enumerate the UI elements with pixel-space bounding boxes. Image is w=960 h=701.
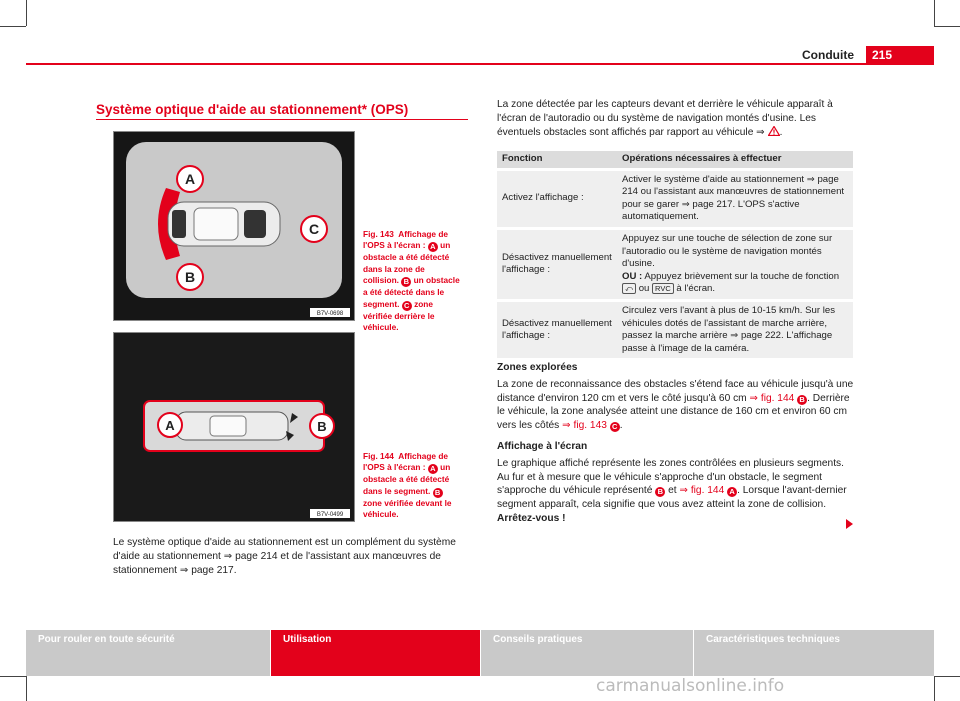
left-para-ref-2[interactable]: ⇒ page 217. [179,564,237,576]
crop-mark [26,0,27,26]
fig144-caption-t2: un obstacle a été détecté dans le segment. [363,462,451,496]
intro-paragraph-left [113,536,467,577]
fig144-label-b: B [317,419,327,434]
table-cell-operation [617,228,853,300]
left-para-text-1: Le système optique d'aide au stationnement est un complément du système d'aide au stationnement [113,537,456,562]
display-text-3: . Lorsque l'avant-dernier segment apparaît, cela signifie que vous avez atteint la zone de collision. [497,485,847,511]
fig143-code: B7V-0698 [316,311,344,317]
fig144-label-a: A [165,418,175,433]
fig143-caption-t1: Affichage de l'OPS à l'écran : [363,229,449,251]
table-cell-operation-b: Appuyez brièvement sur la touche de fonction [644,270,840,282]
zones-ref-fig144[interactable]: ⇒ fig. 144 [749,392,795,404]
table-cell-operation-end: à l'écran. [676,283,716,295]
left-para-text-2: et de l'assistant aux manœuvres de stationnement [113,550,441,576]
display-paragraph [497,457,855,526]
zones-label-c: C [610,422,620,432]
footer-tab-safety[interactable]: Pour rouler en toute sécurité [26,630,270,676]
display-section [497,440,855,526]
intro-paragraph-right [497,98,855,139]
display-text-1: Le graphique affiché représente les zones contrôlées en plusieurs segments. Au fur et à mesure que le véhicule s'approche d'un obstacle, le segment s'approche du véhicule représenté [497,457,844,497]
display-label-b: B [655,487,665,497]
footer-tab-technical-specs[interactable]: Caractéristiques techniques [694,630,934,676]
display-text-2: et [668,485,677,497]
fig143-caption-t4: zone vérifiée derrière le véhicule. [363,298,435,333]
fig144-code: B7V-0499 [316,512,344,518]
section-rule [96,119,468,120]
ops-rear-illustration [114,132,354,320]
fig144-caption-t3: zone vérifiée devant le véhicule. [363,497,452,520]
page-number: 215 [872,48,893,62]
table-row [497,169,853,228]
zones-text-2: . Derrière le véhicule, la zone analysée atteint une distance de 160 cm et environ 60 cm vers les côtés [497,392,850,432]
fig143-caption [363,229,463,333]
chapter-title: Conduite [802,48,854,62]
intro-end: . [779,126,783,138]
fig143-caption-t3: un obstacle a été détecté dans le segment. [363,275,460,309]
fig144-caption-num: Fig. 144 [363,451,394,461]
table-cell-function: Activez l'affichage : [497,169,617,228]
fig143-caption-label-a: A [428,242,438,252]
zones-section [497,361,855,433]
footer-tab-usage[interactable]: Utilisation [271,630,480,676]
or-word: ou [638,283,650,295]
header-rule [26,63,934,65]
table-row [497,228,853,300]
fig143-caption-label-c: C [402,301,412,311]
fig143-caption-t2: un obstacle a été détecté dans la zone de collision. [363,240,451,286]
crop-mark [934,0,935,26]
table-cell-function: Désactivez manuellement l'affichage : [497,228,617,300]
figure-143 [113,131,355,321]
left-para-ref-1[interactable]: ⇒ page 214 [223,550,278,562]
display-ref-fig144[interactable]: ⇒ fig. 144 [679,485,725,497]
ops-front-illustration [114,333,354,521]
table-cell-operation-a: Appuyez sur une touche de sélection de zone sur l'autoradio ou le système de navigation montés d'usine. [622,232,833,270]
table-cell-operation: Activer le système d'aide au stationnement ⇒ page 214 ou l'assistant aux manœuvres de stationnement pour se garer ⇒ page 217. L'OPS s'active automatiquement. [617,169,853,228]
fig144-caption-label-b: B [433,488,443,498]
table-header-operations: Opérations nécessaires à effectuer [617,151,853,169]
or-label: OU : [622,270,643,282]
table-header-row [497,151,853,169]
display-stop-warning: Arrêtez-vous ! [497,512,566,524]
zones-ref-fig143[interactable]: ⇒ fig. 143 [562,420,607,432]
footer-tab-practical-tips[interactable]: Conseils pratiques [481,630,693,676]
fig144-caption [363,451,463,521]
fig143-label-c: C [308,221,320,237]
figure-144 [113,332,355,522]
display-label-a: A [727,487,737,497]
crop-mark [0,26,26,27]
fig143-caption-num: Fig. 143 [363,229,394,239]
zones-heading: Zones explorées [497,362,578,373]
zones-label-b: B [797,395,807,405]
function-table [497,151,853,358]
rvc-key: RVC [652,283,674,294]
fig144-caption-label-a: A [428,464,438,474]
zones-text-1: La zone de reconnaissance des obstacles s'étend face au véhicule jusqu'à une distance d'environ 120 cm et vers le côté jusqu'à 60 cm [497,378,854,404]
continue-arrow-icon [846,519,853,529]
table-row [497,300,853,358]
display-heading: Affichage à l'écran [497,441,588,452]
fig143-label-b: B [184,269,196,285]
return-key-icon: ⤺ [622,283,636,294]
warning-triangle-icon[interactable] [768,126,780,136]
section-title: Système optique d'aide au stationnement* (OPS) [96,102,409,117]
fig143-label-a: A [184,171,196,187]
table-cell-function: Désactivez manuellement l'affichage : [497,300,617,358]
crop-mark [934,676,935,701]
intro-text: La zone détectée par les capteurs devant et derrière le véhicule apparaît à l'écran de l'autoradio ou du système de navigation montés d'usine. Les éventuels obstacles sont affichés par rapport au véhicule ⇒ [497,99,833,138]
table-cell-operation: Circulez vers l'avant à plus de 10-15 km/h. Sur les véhicules dotés de l'assistant de marche arrière, passez la marche arrière ⇒ page 222. L'affichage passe à l'image de la caméra. [617,300,853,358]
crop-mark [0,676,26,677]
table-header-function: Fonction [497,151,617,169]
crop-mark [934,676,960,677]
fig143-caption-label-b: B [401,277,411,287]
fig144-caption-t1: Affichage de l'OPS à l'écran : [363,451,449,473]
zones-paragraph [497,378,855,433]
crop-mark [26,676,27,701]
watermark: carmanualsonline.info [596,676,785,696]
zones-text-3: . [619,420,623,432]
crop-mark [934,26,960,27]
